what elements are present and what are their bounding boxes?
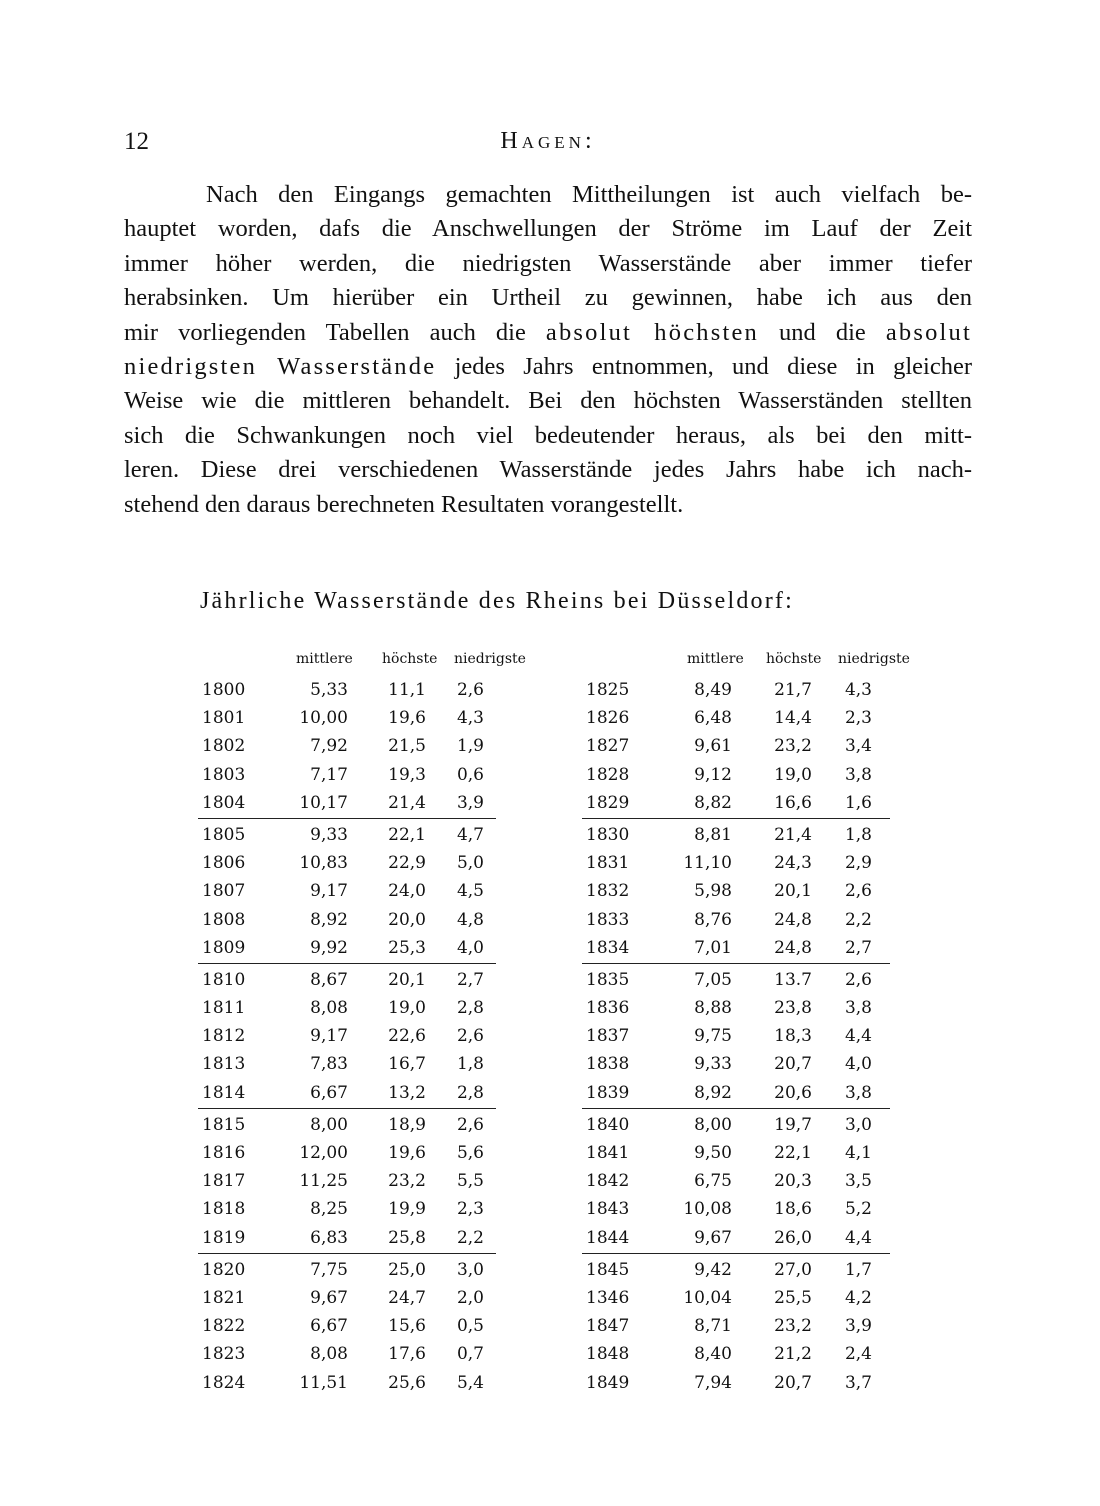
mittlere-cell: 8,00	[694, 1114, 732, 1135]
niedrigste-cell: 2,6	[456, 1114, 484, 1135]
paragraph-line: stehend den daraus berechneten Resultaten vorangestellt.	[124, 490, 684, 518]
year-cell: 1835	[586, 969, 630, 990]
header-mittlere: mittlere	[296, 651, 353, 667]
hoechste-cell: 23,2	[774, 736, 812, 757]
hoechste-cell: 21,4	[388, 792, 426, 813]
mittlere-cell: 9,61	[694, 736, 732, 757]
year-cell: 1808	[202, 909, 246, 930]
year-cell: 1844	[586, 1227, 630, 1248]
table-row	[582, 1079, 890, 1107]
year-cell: 1847	[586, 1316, 630, 1337]
table-row	[582, 1111, 890, 1139]
year-cell: 1809	[202, 937, 246, 958]
mittlere-cell: 6,75	[694, 1171, 732, 1192]
mittlere-cell: 7,92	[310, 736, 348, 757]
hoechste-cell: 15,6	[388, 1316, 426, 1337]
group-divider	[198, 963, 496, 964]
hoechste-cell: 24,8	[774, 909, 812, 930]
table-row	[582, 849, 890, 877]
mittlere-cell: 7,17	[310, 764, 348, 785]
mittlere-cell: 7,94	[694, 1372, 732, 1393]
hoechste-cell: 20,6	[774, 1082, 812, 1103]
niedrigste-cell: 0,5	[456, 1316, 484, 1337]
hoechste-cell: 25,3	[388, 937, 426, 958]
table-row	[198, 1224, 496, 1252]
mittlere-cell: 9,67	[694, 1227, 732, 1248]
year-cell: 1800	[202, 680, 246, 700]
year-cell: 1838	[586, 1054, 630, 1075]
year-cell: 1833	[586, 909, 630, 930]
table-row	[198, 1022, 496, 1050]
table-row	[198, 1195, 496, 1223]
table-row	[198, 1369, 496, 1397]
mittlere-cell: 9,75	[694, 1026, 732, 1047]
niedrigste-cell: 2,9	[844, 853, 872, 874]
table-row	[582, 1195, 890, 1223]
year-cell: 1839	[586, 1082, 630, 1103]
mittlere-cell: 9,67	[310, 1287, 348, 1308]
table-row	[582, 906, 890, 934]
hoechste-cell: 13,2	[388, 1082, 426, 1103]
mittlere-cell: 8,40	[694, 1344, 732, 1365]
table-row	[582, 1022, 890, 1050]
hoechste-cell: 16,7	[388, 1054, 426, 1075]
table-row	[198, 1340, 496, 1368]
text-run: mir vorliegenden Tabellen auch die	[124, 318, 546, 346]
niedrigste-cell: 5,5	[456, 1171, 484, 1192]
year-cell: 1816	[202, 1143, 246, 1163]
hoechste-cell: 20,0	[388, 909, 426, 930]
hoechste-cell: 22,6	[388, 1026, 426, 1047]
year-cell: 1829	[586, 792, 630, 813]
year-cell: 1821	[202, 1287, 246, 1308]
table-row	[198, 704, 496, 732]
niedrigste-cell: 3,0	[844, 1114, 872, 1135]
hoechste-cell: 19,3	[388, 764, 426, 785]
niedrigste-cell: 3,8	[844, 764, 872, 785]
table-row	[582, 732, 890, 760]
hoechste-cell: 25,6	[388, 1372, 426, 1393]
year-cell: 1801	[202, 708, 246, 729]
niedrigste-cell: 3,9	[456, 792, 484, 813]
year-cell: 1803	[202, 764, 246, 785]
table-row	[198, 1256, 496, 1284]
year-cell: 1825	[586, 680, 630, 700]
body-paragraph	[124, 178, 972, 522]
niedrigste-cell: 2,3	[844, 708, 872, 729]
hoechste-cell: 17,6	[388, 1344, 426, 1365]
niedrigste-cell: 1,8	[456, 1054, 484, 1075]
table-row	[582, 1369, 890, 1397]
year-cell: 1837	[586, 1026, 630, 1047]
niedrigste-cell: 3,5	[844, 1171, 872, 1192]
niedrigste-cell: 1,9	[456, 736, 484, 757]
mittlere-cell: 5,98	[694, 881, 732, 902]
header-hoechste: höchste	[382, 651, 438, 667]
emphasized-text: absolut	[885, 318, 972, 346]
group-divider	[198, 1253, 496, 1254]
mittlere-cell: 10,08	[683, 1199, 732, 1220]
year-cell: 1843	[586, 1199, 630, 1220]
group-divider	[582, 963, 890, 964]
hoechste-cell: 23,8	[774, 998, 812, 1019]
hoechste-cell: 24,8	[774, 937, 812, 958]
table-row	[198, 1050, 496, 1078]
year-cell: 1346	[586, 1287, 630, 1308]
mittlere-cell: 8,81	[694, 824, 732, 845]
water-level-table-right	[582, 648, 910, 1397]
year-cell: 1823	[202, 1344, 246, 1365]
year-cell: 1831	[586, 853, 630, 874]
hoechste-cell: 24,0	[388, 881, 426, 902]
column-headers	[582, 648, 910, 676]
niedrigste-cell: 5,0	[456, 853, 484, 874]
header-niedrigste: niedrigste	[454, 651, 526, 667]
table-row	[198, 966, 496, 994]
running-head: Hagen:	[500, 128, 596, 154]
table-row	[582, 1284, 890, 1312]
mittlere-cell: 9,17	[310, 1026, 348, 1047]
table-row	[582, 934, 890, 962]
group-divider	[198, 818, 496, 819]
niedrigste-cell: 2,2	[456, 1227, 484, 1248]
table-row	[582, 994, 890, 1022]
table-row	[198, 821, 496, 849]
table-row	[198, 732, 496, 760]
text-run: und die	[758, 318, 886, 346]
table-row	[582, 966, 890, 994]
niedrigste-cell: 2,0	[456, 1287, 484, 1308]
hoechste-cell: 26,0	[774, 1227, 812, 1248]
year-cell: 1840	[586, 1114, 630, 1135]
hoechste-cell: 27,0	[774, 1259, 812, 1280]
mittlere-cell: 9,33	[694, 1054, 732, 1075]
table-row	[582, 1139, 890, 1167]
paragraph-line: hauptet worden, dafs die Anschwellungen der Ströme im Lauf der Zeit	[124, 215, 972, 243]
niedrigste-cell: 3,8	[844, 998, 872, 1019]
mittlere-cell: 10,17	[299, 792, 348, 813]
mittlere-cell: 9,17	[310, 881, 348, 902]
group-divider	[582, 1108, 890, 1109]
hoechste-cell: 22,1	[774, 1143, 812, 1163]
niedrigste-cell: 2,8	[456, 998, 484, 1019]
table-row	[198, 906, 496, 934]
year-cell: 1830	[586, 824, 630, 845]
mittlere-cell: 9,92	[310, 937, 348, 958]
niedrigste-cell: 4,3	[456, 708, 484, 729]
hoechste-cell: 22,1	[388, 824, 426, 845]
hoechste-cell: 14,4	[774, 708, 812, 729]
table-row	[198, 1312, 496, 1340]
year-cell: 1820	[202, 1259, 246, 1280]
year-cell: 1804	[202, 792, 246, 813]
year-cell: 1810	[202, 969, 246, 990]
hoechste-cell: 20,1	[774, 881, 812, 902]
mittlere-cell: 7,83	[310, 1054, 348, 1075]
mittlere-cell: 9,33	[310, 824, 348, 845]
table-row	[582, 821, 890, 849]
year-cell: 1834	[586, 937, 630, 958]
hoechste-cell: 21,7	[774, 680, 812, 700]
year-cell: 1811	[202, 998, 246, 1019]
hoechste-cell: 19,9	[388, 1199, 426, 1220]
mittlere-cell: 8,08	[310, 1344, 348, 1365]
paragraph-line	[124, 316, 972, 350]
mittlere-cell: 12,00	[299, 1143, 348, 1163]
hoechste-cell: 25,5	[774, 1287, 812, 1308]
paragraph-line: herabsinken. Um hierüber ein Urtheil zu gewinnen, habe ich aus den	[124, 284, 972, 312]
table-row	[198, 849, 496, 877]
hoechste-cell: 24,3	[774, 853, 812, 874]
niedrigste-cell: 3,9	[844, 1316, 872, 1337]
hoechste-cell: 23,2	[388, 1171, 426, 1192]
niedrigste-cell: 3,0	[456, 1259, 484, 1280]
hoechste-cell: 13.7	[774, 969, 812, 990]
paragraph-line: immer höher werden, die niedrigsten Wasserstände aber immer tiefer	[124, 249, 972, 277]
hoechste-cell: 25,0	[388, 1259, 426, 1280]
hoechste-cell: 19,6	[388, 1143, 426, 1163]
niedrigste-cell: 2,3	[456, 1199, 484, 1220]
niedrigste-cell: 4,0	[844, 1054, 872, 1075]
niedrigste-cell: 2,6	[844, 969, 872, 990]
hoechste-cell: 19,0	[774, 764, 812, 785]
mittlere-cell: 10,00	[299, 708, 348, 729]
paragraph-line	[124, 350, 972, 384]
hoechste-cell: 24,7	[388, 1287, 426, 1308]
year-cell: 1802	[202, 736, 246, 757]
niedrigste-cell: 0,7	[456, 1344, 484, 1365]
year-cell: 1832	[586, 881, 630, 902]
niedrigste-cell: 2,7	[456, 969, 484, 990]
hoechste-cell: 21,2	[774, 1344, 812, 1365]
year-cell: 1819	[202, 1227, 246, 1248]
niedrigste-cell: 2,6	[844, 881, 872, 902]
table-row	[582, 1256, 890, 1284]
text-run: jedes Jahrs entnommen, und diese in gleicher	[436, 353, 972, 381]
mittlere-cell: 7,75	[310, 1259, 348, 1280]
niedrigste-cell: 4,1	[844, 1143, 872, 1163]
mittlere-cell: 11,51	[299, 1372, 348, 1393]
mittlere-cell: 8,00	[310, 1114, 348, 1135]
table-row	[198, 994, 496, 1022]
mittlere-cell: 10,04	[683, 1287, 732, 1308]
hoechste-cell: 18,9	[388, 1114, 426, 1135]
table-row	[198, 934, 496, 962]
year-cell: 1818	[202, 1199, 246, 1220]
mittlere-cell: 8,25	[310, 1199, 348, 1220]
mittlere-cell: 6,83	[310, 1227, 348, 1248]
year-cell: 1822	[202, 1316, 246, 1337]
mittlere-cell: 8,49	[694, 680, 732, 700]
mittlere-cell: 11,10	[683, 853, 732, 874]
mittlere-cell: 9,42	[694, 1259, 732, 1280]
table-row	[198, 789, 496, 817]
year-cell: 1813	[202, 1054, 246, 1075]
table-row	[582, 877, 890, 905]
water-level-table-left	[198, 648, 526, 1397]
hoechste-cell: 20,7	[774, 1054, 812, 1075]
year-cell: 1815	[202, 1114, 246, 1135]
year-cell: 1812	[202, 1026, 246, 1047]
niedrigste-cell: 5,6	[456, 1143, 484, 1163]
hoechste-cell: 18,6	[774, 1199, 812, 1220]
niedrigste-cell: 5,2	[844, 1199, 872, 1220]
mittlere-cell: 9,50	[694, 1143, 732, 1163]
table-row	[582, 1312, 890, 1340]
table-row	[582, 761, 890, 789]
page-header	[124, 128, 972, 160]
hoechste-cell: 21,5	[388, 736, 426, 757]
group-divider	[198, 1108, 496, 1109]
hoechste-cell: 19,6	[388, 708, 426, 729]
year-cell: 1817	[202, 1171, 246, 1192]
mittlere-cell: 8,92	[310, 909, 348, 930]
hoechste-cell: 20,3	[774, 1171, 812, 1192]
header-niedrigste: niedrigste	[838, 651, 910, 667]
mittlere-cell: 6,67	[310, 1082, 348, 1103]
table-row	[198, 761, 496, 789]
table-row	[198, 676, 496, 704]
year-cell: 1805	[202, 824, 246, 845]
year-cell: 1806	[202, 853, 246, 874]
table-row	[198, 877, 496, 905]
mittlere-cell: 8,76	[694, 909, 732, 930]
hoechste-cell: 19,7	[774, 1114, 812, 1135]
table-row	[582, 789, 890, 817]
mittlere-cell: 8,82	[694, 792, 732, 813]
niedrigste-cell: 2,6	[456, 1026, 484, 1047]
year-cell: 1841	[586, 1143, 630, 1163]
table-row	[198, 1079, 496, 1107]
hoechste-cell: 19,0	[388, 998, 426, 1019]
niedrigste-cell: 2,4	[844, 1344, 872, 1365]
hoechste-cell: 21,4	[774, 824, 812, 845]
table-title: Jährliche Wasserstände des Rheins bei Düsseldorf:	[200, 588, 794, 614]
niedrigste-cell: 0,6	[456, 764, 484, 785]
hoechste-cell: 25,8	[388, 1227, 426, 1248]
emphasized-text: absolut höchsten	[545, 318, 759, 346]
table-row	[582, 1050, 890, 1078]
niedrigste-cell: 4,5	[456, 881, 484, 902]
hoechste-cell: 11,1	[388, 680, 426, 700]
hoechste-cell: 18,3	[774, 1026, 812, 1047]
niedrigste-cell: 1,8	[844, 824, 872, 845]
page-number: 12	[124, 128, 149, 155]
mittlere-cell: 8,08	[310, 998, 348, 1019]
niedrigste-cell: 2,2	[844, 909, 872, 930]
niedrigste-cell: 4,8	[456, 909, 484, 930]
niedrigste-cell: 4,3	[844, 680, 872, 700]
niedrigste-cell: 5,4	[456, 1372, 484, 1393]
table-row	[198, 1111, 496, 1139]
year-cell: 1845	[586, 1259, 630, 1280]
table-row	[582, 676, 890, 704]
hoechste-cell: 20,7	[774, 1372, 812, 1393]
hoechste-cell: 23,2	[774, 1316, 812, 1337]
group-divider	[582, 818, 890, 819]
mittlere-cell: 5,33	[310, 680, 348, 700]
mittlere-cell: 6,48	[694, 708, 732, 729]
mittlere-cell: 8,88	[694, 998, 732, 1019]
mittlere-cell: 6,67	[310, 1316, 348, 1337]
year-cell: 1824	[202, 1372, 246, 1393]
niedrigste-cell: 1,6	[844, 792, 872, 813]
year-cell: 1842	[586, 1171, 630, 1192]
mittlere-cell: 7,01	[694, 937, 732, 958]
niedrigste-cell: 3,7	[844, 1372, 872, 1393]
mittlere-cell: 10,83	[299, 853, 348, 874]
table-row	[198, 1139, 496, 1167]
year-cell: 1826	[586, 708, 630, 729]
year-cell: 1807	[202, 881, 246, 902]
year-cell: 1828	[586, 764, 630, 785]
niedrigste-cell: 2,8	[456, 1082, 484, 1103]
niedrigste-cell: 2,6	[456, 680, 484, 700]
column-headers	[198, 648, 526, 676]
mittlere-cell: 8,92	[694, 1082, 732, 1103]
paragraph-line: Weise wie die mittleren behandelt. Bei den höchsten Wasserständen stellten	[124, 387, 972, 415]
header-hoechste: höchste	[766, 651, 822, 667]
paragraph-line: sich die Schwankungen noch viel bedeutender heraus, als bei den mitt-	[124, 421, 972, 449]
mittlere-cell: 7,05	[694, 969, 732, 990]
year-cell: 1848	[586, 1344, 630, 1365]
table-row	[582, 1167, 890, 1195]
niedrigste-cell: 3,4	[844, 736, 872, 757]
year-cell: 1827	[586, 736, 630, 757]
header-mittlere: mittlere	[687, 651, 744, 667]
year-cell: 1849	[586, 1372, 630, 1393]
table-row	[582, 1340, 890, 1368]
table-row	[198, 1284, 496, 1312]
year-cell: 1836	[586, 998, 630, 1019]
paragraph-line: Nach den Eingangs gemachten Mittheilungen ist auch vielfach be-	[206, 181, 972, 208]
niedrigste-cell: 2,7	[844, 937, 872, 958]
niedrigste-cell: 4,2	[844, 1287, 872, 1308]
hoechste-cell: 16,6	[774, 792, 812, 813]
niedrigste-cell: 1,7	[844, 1259, 872, 1280]
year-cell: 1814	[202, 1082, 246, 1103]
mittlere-cell: 11,25	[299, 1171, 348, 1192]
hoechste-cell: 22,9	[388, 853, 426, 874]
table-row	[582, 704, 890, 732]
niedrigste-cell: 4,7	[456, 824, 484, 845]
niedrigste-cell: 4,0	[456, 937, 484, 958]
mittlere-cell: 9,12	[694, 764, 732, 785]
niedrigste-cell: 4,4	[844, 1227, 872, 1248]
table-row	[582, 1224, 890, 1252]
niedrigste-cell: 3,8	[844, 1082, 872, 1103]
mittlere-cell: 8,67	[310, 969, 348, 990]
group-divider	[582, 1253, 890, 1254]
niedrigste-cell: 4,4	[844, 1026, 872, 1047]
mittlere-cell: 8,71	[694, 1316, 732, 1337]
emphasized-text: niedrigsten Wasserstände	[124, 353, 437, 381]
paragraph-line: leren. Diese drei verschiedenen Wasserstände jedes Jahrs habe ich nach-	[124, 456, 972, 484]
hoechste-cell: 20,1	[388, 969, 426, 990]
table-row	[198, 1167, 496, 1195]
